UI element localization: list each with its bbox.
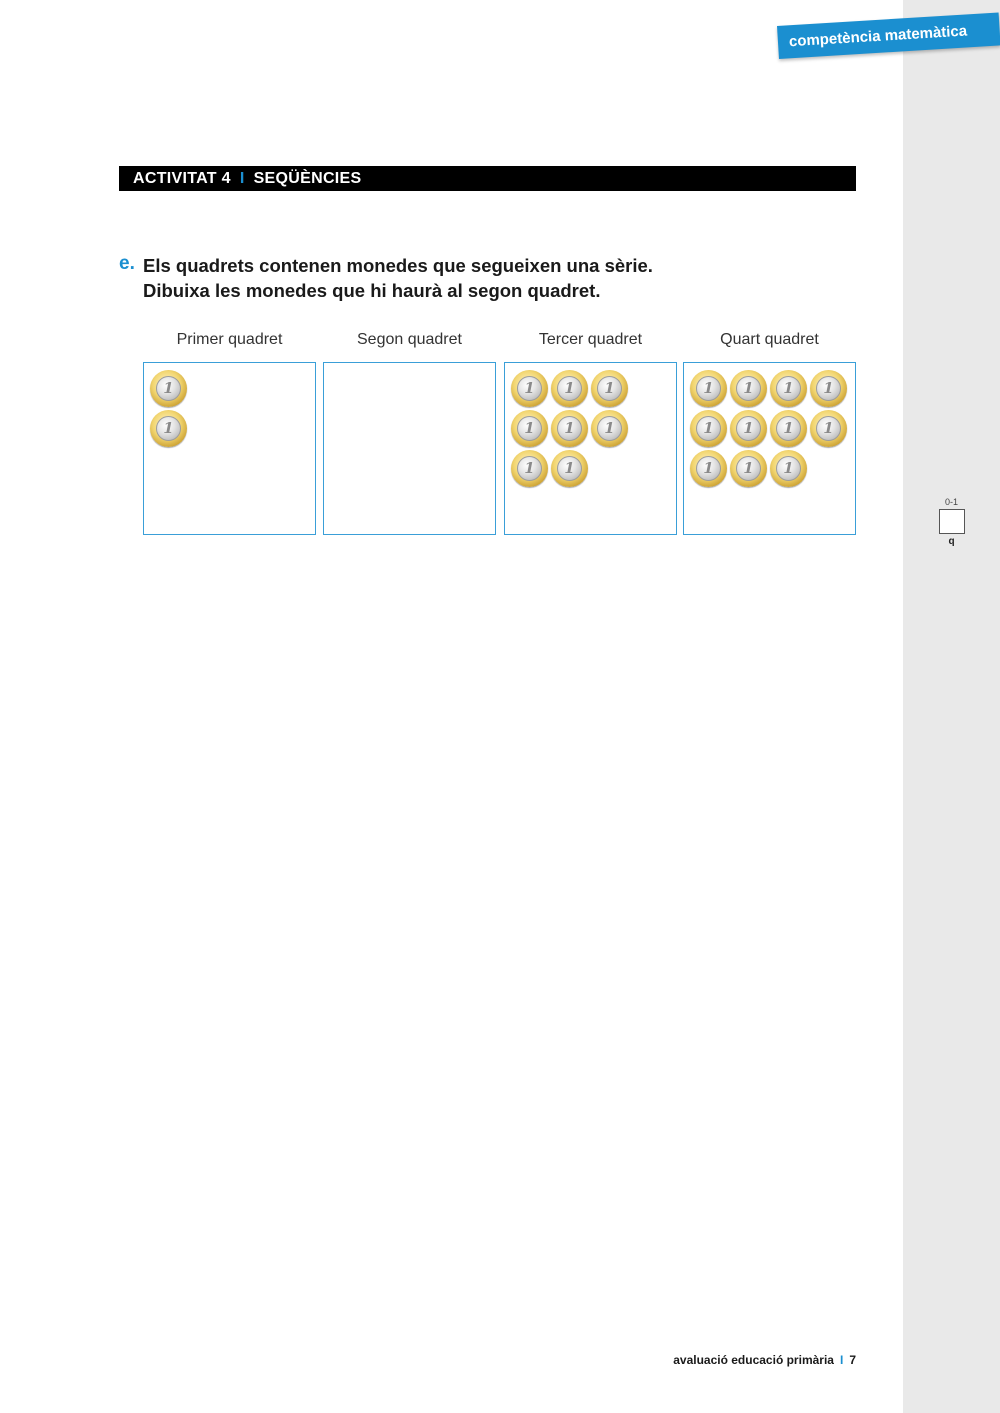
coin-face: 1 [696, 376, 721, 401]
euro-coin-icon [591, 370, 628, 407]
box-segon-answer-area[interactable] [323, 362, 496, 535]
euro-coin-icon [730, 450, 767, 487]
side-margin-band [903, 0, 1000, 1413]
activity-topic: SEQÜÈNCIES [253, 170, 362, 187]
box-quart [683, 362, 856, 535]
euro-coin-icon [511, 410, 548, 447]
coin-face: 1 [517, 376, 542, 401]
euro-coin-icon [770, 370, 807, 407]
euro-coin-icon [511, 370, 548, 407]
question-block [119, 253, 879, 303]
euro-coin-icon [730, 370, 767, 407]
score-mark: q [948, 536, 955, 547]
box-tercer [504, 362, 677, 535]
page-number: 7 [849, 1353, 856, 1367]
euro-coin-icon [810, 370, 847, 407]
score-box [938, 497, 965, 547]
header-separator: I [239, 170, 245, 187]
coin-face: 1 [816, 416, 841, 441]
coin-face: 1 [736, 416, 761, 441]
euro-coin-icon [511, 450, 548, 487]
footer-text: avaluació educació primària [673, 1353, 834, 1367]
coin-face: 1 [557, 376, 582, 401]
euro-coin-icon [551, 410, 588, 447]
coin-face: 1 [156, 376, 181, 401]
coin-group-quart [690, 370, 847, 490]
question-line-1: Els quadrets contenen monedes que segueixen una sèrie. [143, 255, 653, 276]
coin-face: 1 [557, 456, 582, 481]
euro-coin-icon [770, 450, 807, 487]
euro-coin-icon [551, 370, 588, 407]
score-square[interactable] [939, 509, 965, 534]
coin-face: 1 [696, 456, 721, 481]
coin-face: 1 [816, 376, 841, 401]
coin-face: 1 [736, 456, 761, 481]
question-line-2: Dibuixa les monedes que hi haurà al segon quadret. [143, 280, 601, 301]
euro-coin-icon [690, 370, 727, 407]
box-primer [143, 362, 316, 535]
euro-coin-icon [730, 410, 767, 447]
coin-group-tercer [511, 370, 628, 490]
euro-coin-icon [591, 410, 628, 447]
coin-face: 1 [776, 456, 801, 481]
euro-coin-icon [770, 410, 807, 447]
activity-title: ACTIVITAT 4 [133, 170, 231, 187]
coin-group-primer [150, 370, 187, 450]
coin-face: 1 [557, 416, 582, 441]
footer-separator: I [839, 1353, 844, 1367]
coin-face: 1 [597, 416, 622, 441]
euro-coin-icon [810, 410, 847, 447]
subject-label: competència matemàtica [788, 22, 968, 51]
coin-face: 1 [517, 456, 542, 481]
coin-face: 1 [156, 416, 181, 441]
coin-face: 1 [776, 376, 801, 401]
box-label-quart: Quart quadret [720, 331, 819, 348]
score-range: 0-1 [944, 497, 958, 507]
activity-header [119, 166, 856, 191]
box-label-tercer: Tercer quadret [538, 331, 643, 348]
coin-face: 1 [696, 416, 721, 441]
page-footer [600, 1353, 856, 1367]
euro-coin-icon [551, 450, 588, 487]
euro-coin-icon [690, 410, 727, 447]
box-label-segon: Segon quadret [357, 331, 462, 348]
euro-coin-icon [150, 410, 187, 447]
euro-coin-icon [150, 370, 187, 407]
coin-face: 1 [736, 376, 761, 401]
question-letter: e. [119, 253, 135, 274]
coin-face: 1 [597, 376, 622, 401]
box-label-primer: Primer quadret [176, 331, 283, 348]
coin-face: 1 [776, 416, 801, 441]
euro-coin-icon [690, 450, 727, 487]
coin-face: 1 [517, 416, 542, 441]
